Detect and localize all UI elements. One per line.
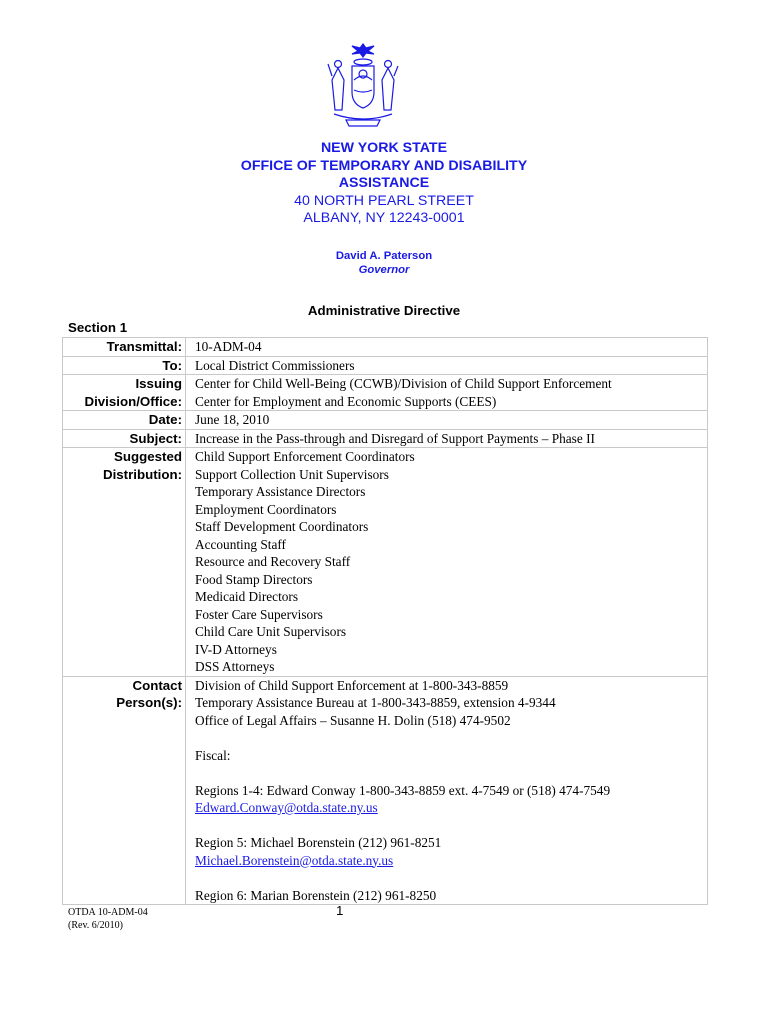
list-item: Child Support Enforcement Coordinators xyxy=(195,449,415,464)
contact-label xyxy=(63,676,186,905)
list-item: Food Stamp Directors xyxy=(195,571,313,587)
email-link-borenstein[interactable]: Michael.Borenstein@otda.state.ny.us xyxy=(195,852,394,868)
distribution-label xyxy=(63,448,186,677)
list-item: Medicaid Directors xyxy=(195,589,299,604)
issuing-label xyxy=(63,375,186,411)
table-row xyxy=(63,676,708,905)
ny-state-seal-icon xyxy=(316,40,410,134)
table-row xyxy=(63,338,708,357)
list-item: Resource and Recovery Staff xyxy=(195,554,351,569)
distribution-list xyxy=(186,448,708,677)
to-label: To: xyxy=(63,356,186,375)
contact-line: Office of Legal Affairs – Susanne H. Dolin (518) 474-9502 xyxy=(195,712,511,728)
contact-label-line2: Person(s): xyxy=(116,695,182,710)
issuing-label-line1: Issuing xyxy=(135,376,182,391)
contact-value xyxy=(186,676,708,905)
issuing-value-line: Center for Child Well-Being (CCWB)/Division of Child Support Enforcement xyxy=(195,376,612,391)
list-item: IV-D Attorneys xyxy=(195,641,277,657)
governor-name: David A. Paterson xyxy=(335,250,433,262)
list-item: Child Care Unit Supervisors xyxy=(195,624,347,639)
form-id: OTDA 10-ADM-04 xyxy=(68,907,148,918)
table-row xyxy=(63,448,708,677)
list-item: Employment Coordinators xyxy=(195,501,337,517)
transmittal-value: 10-ADM-04 xyxy=(186,338,708,357)
agency-city-address: ALBANY, NY 12243-0001 xyxy=(303,210,465,226)
issuing-label-line2: Division/Office: xyxy=(84,393,182,409)
agency-office-name: OFFICE OF TEMPORARY AND DISABILITY xyxy=(240,157,528,174)
date-label: Date: xyxy=(63,411,186,430)
distribution-label-line2: Distribution: xyxy=(102,466,182,482)
list-item: Staff Development Coordinators xyxy=(195,519,369,534)
table-row xyxy=(63,356,708,375)
agency-state-name: NEW YORK STATE xyxy=(320,140,448,156)
contact-region-5: Region 5: Michael Borenstein (212) 961-8251 xyxy=(195,835,442,850)
subject-value: Increase in the Pass-through and Disregard of Support Payments – Phase II xyxy=(186,429,708,448)
contact-line: Temporary Assistance Bureau at 1-800-343-8859, extension 4-9344 xyxy=(195,695,556,710)
date-value: June 18, 2010 xyxy=(186,411,708,430)
subject-label: Subject: xyxy=(63,429,186,448)
directive-table xyxy=(62,337,708,905)
contact-region-6: Region 6: Marian Borenstein (212) 961-8250 xyxy=(195,887,437,903)
list-item: Foster Care Supervisors xyxy=(195,606,323,622)
distribution-label-line1: Suggested xyxy=(114,449,182,464)
contact-line: Division of Child Support Enforcement at 1-800-343-8859 xyxy=(195,677,509,693)
issuing-value xyxy=(186,375,708,411)
list-item: Support Collection Unit Supervisors xyxy=(195,466,389,482)
email-link-conway[interactable]: Edward.Conway@otda.state.ny.us xyxy=(195,800,378,815)
issuing-value-line: Center for Employment and Economic Supports (CEES) xyxy=(195,393,497,409)
page-number: 1 xyxy=(336,903,344,918)
list-item: DSS Attorneys xyxy=(195,659,275,674)
governor-title: Governor xyxy=(358,264,410,276)
form-revision: (Rev. 6/2010) xyxy=(68,919,123,931)
list-item: Accounting Staff xyxy=(195,536,286,552)
fiscal-heading: Fiscal: xyxy=(195,747,231,763)
agency-office-name-cont: ASSISTANCE xyxy=(338,175,430,191)
table-row xyxy=(63,375,708,411)
table-row xyxy=(63,429,708,448)
contact-region-1-4: Regions 1-4: Edward Conway 1-800-343-8859 ext. 4-7549 or (518) 474-7549 xyxy=(195,782,611,798)
table-row xyxy=(63,411,708,430)
document-title: Administrative Directive xyxy=(307,303,461,318)
to-value: Local District Commissioners xyxy=(186,356,708,375)
list-item: Temporary Assistance Directors xyxy=(195,484,366,499)
section-label: Section 1 xyxy=(68,320,128,335)
page-footer xyxy=(68,907,148,932)
transmittal-label: Transmittal: xyxy=(63,338,186,357)
agency-street-address: 40 NORTH PEARL STREET xyxy=(294,192,474,209)
contact-label-line1: Contact xyxy=(132,677,182,693)
